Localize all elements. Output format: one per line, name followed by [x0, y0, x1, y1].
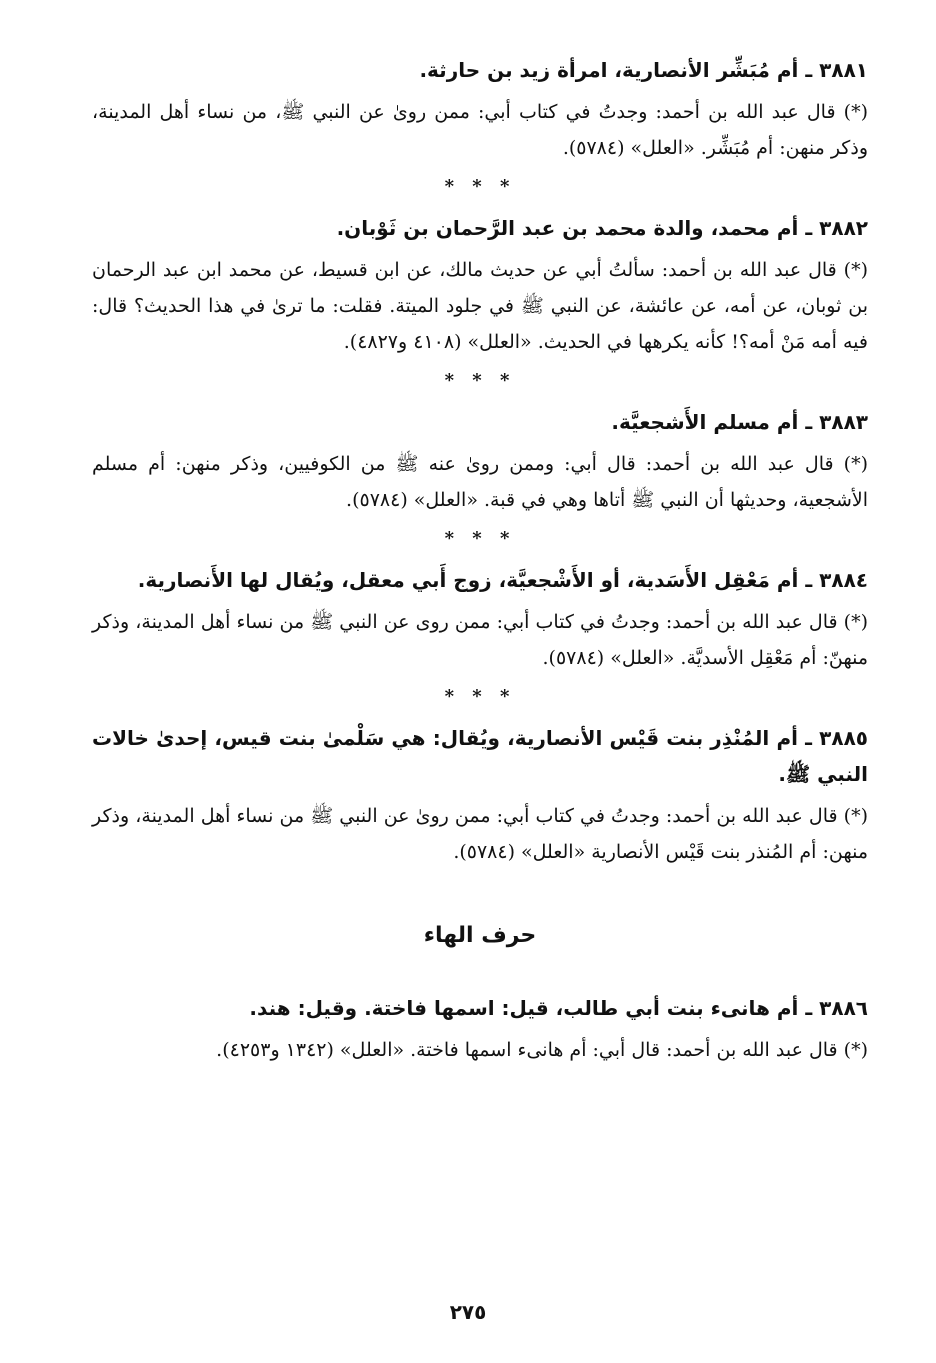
- entry-heading: ٣٨٨٥ ـ أم المُنْذِر بنت قَيْس الأنصارية، ويُقال: هي سَلْمىٰ بنت قيس، إحدىٰ خالات النبي ﷺ.: [92, 726, 868, 786]
- entry-3881: [92, 52, 868, 166]
- separator-stars: * * *: [444, 370, 516, 391]
- entry-body: (*) قال عبد الله بن أحمد: وجدتُ في كتاب أبي: ممن روىٰ عن النبي ﷺ من نساء أهل المدينة، وذكر منهن: أم المُنذر بنت قَيْس الأنصارية «العلل» (٥٧٨٤).: [92, 805, 868, 863]
- entry-heading: ٣٨٨١ ـ أم مُبَشِّر الأنصارية، امرأة زيد بن حارثة.: [419, 58, 868, 82]
- entry-body: (*) قال عبد الله بن أحمد: وجدتُ في كتاب أبي: ممن روى عن النبي ﷺ من نساء أهل المدينة، وذكر منهنّ: أم مَعْقِل الأسديَّة. «العلل» (٥٧٨٤).: [92, 611, 868, 669]
- page-content: [92, 52, 868, 1072]
- separator-stars: * * *: [444, 528, 516, 549]
- separator-stars: * * *: [444, 176, 516, 197]
- section-title: حرف الهاء: [423, 923, 537, 948]
- entry-heading: ٣٨٨٢ ـ أم محمد، والدة محمد بن عبد الرَّحمان بن ثَوْبان.: [336, 216, 868, 240]
- entry-3883: [92, 404, 868, 518]
- separator-stars: * * *: [444, 686, 516, 707]
- entry-heading: ٣٨٨٤ ـ أم مَعْقِل الأَسَدية، أو الأَشْجعيَّة، زوج أَبي معقل، ويُقال لها الأَنصارية.: [137, 568, 868, 592]
- entry-3882: [92, 210, 868, 360]
- entry-body: (*) قال عبد الله بن أحمد: سألتُ أبي عن حديث مالك، عن ابن قسيط، عن محمد ابن عبد الرحمان بن ثوبان، عن أمه، عن عائشة، عن النبي ﷺ في جلود الميتة. فقلت: ما ترىٰ في هذا الحديث؟ قال: فيه أمه مَنْ أمه؟! كأنه يكرهها في الحديث. «العلل» (٤١٠٨ و٤٨٢٧).: [92, 259, 868, 353]
- entry-body: (*) قال عبد الله بن أحمد: وجدتُ في كتاب أبي: ممن روىٰ عن النبي ﷺ، من نساء أهل المدينة، وذكر منهن: أم مُبَشِّر. «العلل» (٥٧٨٤).: [92, 101, 868, 159]
- entry-body: (*) قال عبد الله بن أحمد: قال أبي: وممن روىٰ عنه ﷺ من الكوفيين، وذكر منهن: أم مسلم الأشجعية، وحديثها أن النبي ﷺ أتاها وهي في قبة. «العلل» (٥٧٨٤).: [92, 453, 868, 511]
- page-number: ٢٧٥: [449, 1300, 487, 1324]
- entry-heading: ٣٨٨٣ ـ أم مسلم الأَشجعيَّة.: [611, 410, 868, 434]
- entry-heading: ٣٨٨٦ ـ أم هانىء بنت أبي طالب، قيل: اسمها فاختة. وقيل: هند.: [249, 996, 868, 1020]
- entry-body: (*) قال عبد الله بن أحمد: قال أبي: أم هانىء اسمها فاختة. «العلل» (١٣٤٢ و٤٢٥٣).: [216, 1039, 868, 1061]
- entry-3886: [92, 990, 868, 1068]
- entry-3885: [92, 720, 868, 870]
- entry-3884: [92, 562, 868, 676]
